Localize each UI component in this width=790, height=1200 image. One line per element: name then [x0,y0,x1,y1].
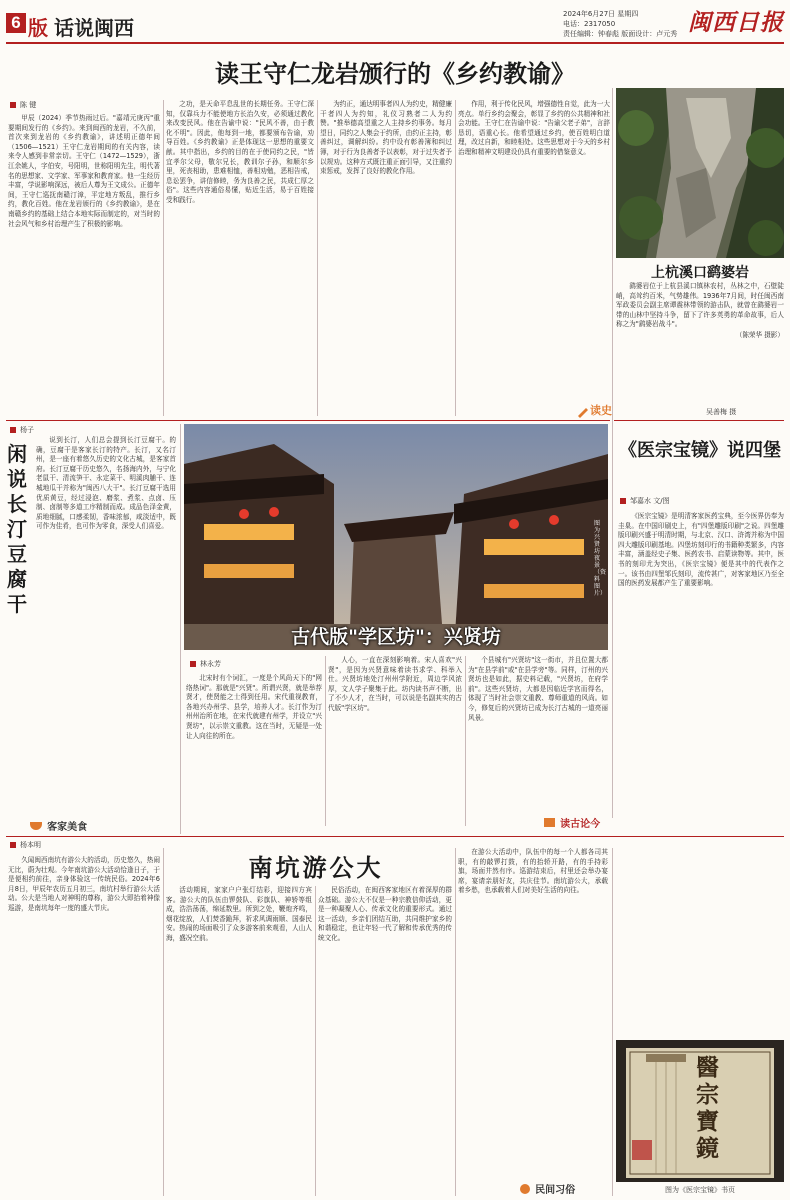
article3-col2-text: 人心，一直在深刻影响着。宋人喜欢"兴贤"，是因为兴贤意味着读书求学、科举入仕。兴贤坊地处汀州州学附近，周边学风浓厚，文人学子聚集于此。坊内读书声不断，出了不少人才，在当时，可以说是名副其实的古代版"学区坊"。 [328,656,462,712]
article1-title: 读王守仁龙岩颁行的《乡约教谕》 [215,59,575,88]
article5-col4 [458,848,608,1168]
article2-text: 说到长汀，人们总会提到长汀豆腐干。的确，豆腐干是客家长汀的特产。长汀，又名汀州，是一座有着悠久历史的文化古城，是客家首府。长汀豆腐干历史悠久，名扬海内外，与宁化老鼠干、清流笋干、永定菜干、明溪肉脯干、连城地瓜干并称为"闽西八大干"。长汀豆腐干选用优质黄豆，经过浸泡、磨浆、煮浆、点卤、压制、卤制等多道工序精制而成。成品色泽金黄，质地细腻，口感柔韧，香味浓郁，咸淡适中，既可作为佳肴，也可作为零食，深受人们喜爱。 [36,436,176,531]
article1-col3-text: 为约正，通达明事者四人为约史，精健廉干者四人为约知，礼仪习熟者二人为约赞。"推举德高望重之人主持乡约事务。每月望日，同约之人集会于约所，由约正主持，彰善纠过，调解纠纷。约中设有彰善簿和纠过簿，对于行为良善者予以表彰，对于过失者予以规劝。这种方式既注重正面引导，又注重约束惩戒，发挥了良好的教化作用。 [320,100,452,176]
divider [6,420,610,421]
page-number: 6 [11,13,21,32]
bowl-icon [30,822,42,830]
article2-body [36,436,176,808]
divider [325,656,326,826]
divider [163,848,164,1196]
article5-col1-text: 久闻闽西南坑有游公大的活动，历史悠久，热闹无比，蔚为壮观。今年南坑游公大活动恰逢日子，于是便相约前往，亲身体验这一传统民俗。2024年6月8日，甲辰年农历五月初三，南坑村举行游公大活动。公大是当地人对神明的尊称，游公大即抬着神像巡游，是南坑每年一度的盛大节庆。 [8,856,160,912]
header-editors: 责任编辑：钟春彪 版面设计：卢元秀 [563,30,678,38]
section-tag-kejia [30,815,87,834]
article3-author: 林永芳 [200,660,221,668]
article5-col3 [318,886,452,1196]
header-phone: 电话：2317050 [563,20,616,28]
cliff-photo [616,88,784,258]
cliff-caption-credit: （陈荣华 摄影） [735,330,784,339]
book-photo-caption: 图为《医宗宝镜》书页 [665,1186,735,1194]
page-header [0,0,790,44]
article1-col4 [458,100,610,400]
article4-body [618,512,784,828]
divider [614,420,784,421]
article5-author-icon [10,842,16,848]
xingxianfang-illustration [184,424,608,650]
xingxianfang-caption: 古代版"学区坊"：兴贤坊 [291,626,501,648]
section-tag-label: 读古论今 [560,819,601,830]
divider [6,836,784,837]
article1-col2 [166,100,314,414]
section-tag-minjian [520,1178,575,1197]
xingxianfang-photo [184,424,608,650]
header-date: 2024年6月27日 星期四 [563,10,639,18]
article4-title: 《医宗宝镜》说四堡 [619,440,781,461]
section-tag-label: 民间习俗 [535,1185,576,1196]
article5-col4-text: 在游公大活动中，队伍中的每一个人都各司其职，有的敲锣打鼓，有的抬轿开路，有的手持彩旗，场面井然有序。巡游结束后，村里还会举办宴席，宴请亲朋好友，共庆佳节。南坑游公大，承载着乡愁，也承载着人们对美好生活的向往。 [458,848,608,895]
article5-author: 杨本明 [20,841,41,849]
article1-author: 陈 键 [20,101,37,109]
divider [612,88,613,818]
article4-author: 邹嘉水 文/图 [630,497,670,505]
cliff-illustration [616,88,784,258]
divider [455,848,456,1196]
article1-col1-text: 甲辰（2024）季节热雨过后。"嘉靖元庚丙"重要期间发行的《乡约》。来到闽西的龙岩，不久前，首次来到龙岩的《乡约教谕》，讲述明正德年间（1506—1521）王守仁龙岩期间的有关内容，读来令人感到非常亲切。王守仁（1472—1529），浙江余姚人，字伯安，号阳明，世称阳明先生，明代著名的思想家、文学家、军事家和教育家。他一生经历丰富，学说影响深远，被后人尊为王文成公。正德年间，王守仁巡抚南赣汀漳，平定地方叛乱，推行乡约，教化百姓。他在龙岩颁行的《乡约教谕》，是在南赣乡约的基础上结合本地实际而制定的，对当时的社会风气和乡村治理产生了积极的影响。 [8,114,160,228]
divider [465,656,466,826]
article1-col4-text: 作用，利于传化民风，增强德性自觉，此为一大亮点。单行乡约会聚会，彰显了乡约的公共精神和社会功能。王守仁在告谕中说："告谕父老子弟"，言辞恳切，语重心长。他希望通过乡约，使百姓明白道理，改过自新，和睦相处。这些思想对于今天的乡村治理和精神文明建设仍具有重要的借鉴意义。 [458,100,610,156]
article1-col1 [8,114,160,414]
xingxianfang-credit: 图为兴贤坊夜景（资料图片） [594,520,607,597]
article5-title: 南坑游公大 [248,853,384,882]
article5-col2-text: 活动期间，家家户户张灯结彩，迎接四方宾客。游公大的队伍由锣鼓队、彩旗队、神轿等组成，浩浩荡荡，绵延数里。所到之处，鞭炮齐鸣，烟花绽放，人们焚香跪拜，祈求风调雨顺、国泰民安。热闹的场面吸引了众多游客前来观看，人山人海，盛况空前。 [166,886,312,942]
article5-col1 [8,856,160,1196]
article2-author-icon [10,427,16,433]
divider [163,100,164,416]
cliff-caption-title: 上杭溪口鹞婆岩 [651,265,749,281]
divider [455,100,456,416]
section-tag-label: 客家美食 [47,822,88,833]
article1-col2-text: 之功，是天命平息乱世的长期任务。王守仁深知，仅靠兵力不能使地方长治久安，必须通过教化来改变民风。他在告谕中说："民风不善，由于教化不明"。因此，他每到一地，都要颁布告谕，劝导百姓。《乡约教谕》正是体现这一思想的重要文献。其中指出，乡约的目的在于使同约之民，"皆宜孝尔父母，敬尔兄长，教训尔子孙，和顺尔乡里，死丧相助，患难相恤，善相劝勉，恶相告戒，息讼罢争，讲信修睦，务为良善之民，共成仁厚之俗"。这些内容通俗易懂，贴近生活，易于百姓接受和践行。 [166,100,314,204]
article5-col2 [166,886,312,1196]
article4-author-icon [620,498,626,504]
cliff-caption-text: 鹞婆岩位于上杭县溪口镇林农村，丛林之中，石壁陡峭，高耸约百米，气势雄伟。1936年7月间，时任闽西南军政委员会副主席谭震林带领的游击队，就曾在鹞婆岩一带的山林中坚持斗争，留下了许多英勇的革命故事，后人称之为"鹞婆岩战斗"。 [616,282,784,329]
article3-col1 [186,674,322,824]
article3-col3-text: 个县城有"兴贤坊"这一街市，并且位置大都为"在县学前"或"在县学旁"等。同样，汀州的兴贤坊也是如此，据史料记载，"兴贤坊，在府学前"。这些兴贤坊，大都是因临近学宫而得名，体现了当时社会崇文重教、尊师重道的风尚。如今，修复后的兴贤坊已成为长汀古城的一道亮丽风景。 [468,656,608,722]
divider [317,100,318,416]
article3-author-icon [190,661,196,667]
article1-author-icon [10,102,16,108]
cliff-caption [616,282,784,402]
divider [315,886,316,1196]
section-tag-dushi [590,402,612,420]
article1-col3 [320,100,452,414]
divider [612,848,613,1196]
book-title-text: 醫宗寶鏡 [696,1054,719,1162]
lantern-icon [520,1184,530,1194]
header-rule [6,42,784,44]
page-unit: 版 [28,16,48,40]
article4-text: 《医宗宝镜》是明清客家医药宝典，至今医界仍奉为圭臬。在中国印刷史上，有"四堡雕版印刷"之说。四堡雕版印刷兴盛于明清时期，与北京、汉口、浒湾并称为中国四大雕版印刷基地。四堡坊刻印行的书籍种类繁多，内容丰富，涵盖经史子集、医药农书、启蒙读物等。其中，医书的刻印尤为突出，《医宗宝镜》便是其中的代表作之一。该书由四堡邹氏刻印，流传甚广，对客家地区乃至全国的医药发展都产生了重要影响。 [618,512,784,588]
article2-title: 闲说长汀豆腐干 [7,442,27,616]
book-icon [544,818,555,827]
article5-col3-text: 民俗活动，在闽西客家地区有着深厚的群众基础。游公大不仅是一种宗教信仰活动，更是一种凝聚人心、传承文化的重要形式。通过这一活动，乡亲们团结互助，共同维护家乡的和谐稳定，也让年轻一代了解和传承优秀的传统文化。 [318,886,452,942]
cliff-photo-author: 吴善梅 摄 [706,408,737,416]
section-tag-label: 读史 [590,404,612,417]
section-title: 话说闽西 [54,16,134,40]
newspaper-logo: 闽西日报 [688,9,784,36]
article3-col1-text: 北宋时有个词汇，一度是个风尚天下的"网络热词"。那就是"兴贤"。所谓兴贤，就是举荐贤才，使贤能之士得到任用。宋代重视教育，各地兴办州学、县学，培养人才。长汀作为汀州州治所在地，在宋代就建有州学，并设立"兴贤坊"，以示崇文重教。这在当时，无疑是一处让人向往的所在。 [186,674,322,740]
article2-author: 杨子 [20,426,34,434]
pen-icon [576,404,590,418]
section-tag-dugu [544,812,600,831]
divider [180,424,181,834]
article3-col3 [468,656,608,806]
article3-col2 [328,656,462,826]
